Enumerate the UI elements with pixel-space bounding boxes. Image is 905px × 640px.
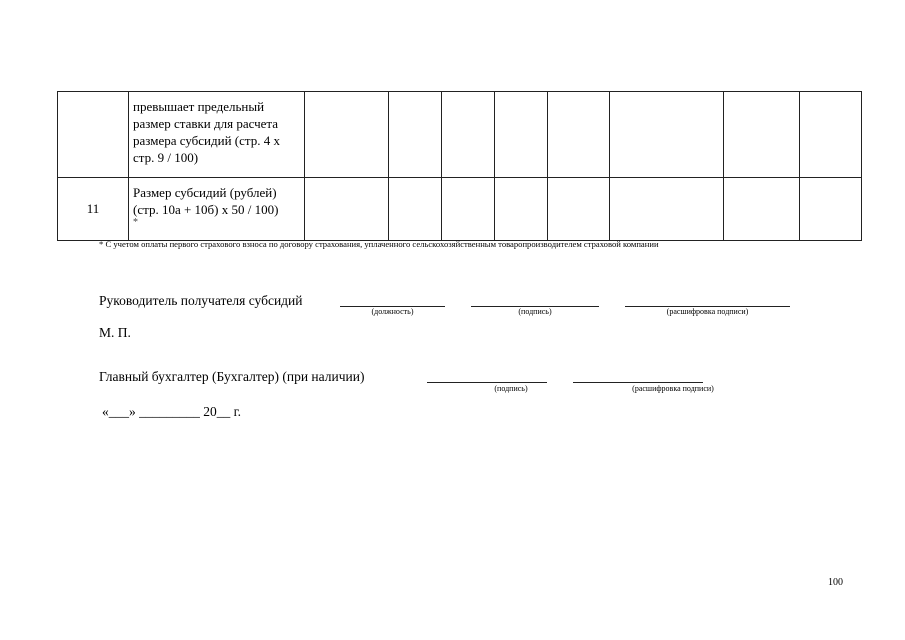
accountant-signature-caption: (подпись) (494, 384, 528, 393)
row-number-cell: 11 (58, 178, 129, 241)
accountant-name-line[interactable] (573, 382, 703, 383)
accountant-signature-label: Главный бухгалтер (Бухгалтер) (при наличии) (99, 369, 365, 384)
page-number: 100 (828, 577, 843, 588)
footnote-marker: * (133, 217, 138, 228)
row-description: превышает предельный размер ставки для расчета размера субсидий (стр. 4 х стр. 9 / 100) (133, 99, 280, 165)
table-row (58, 178, 862, 241)
table-footnote: * С учетом оплаты первого страхового взноса по договору страхования, уплаченного сельскохозяйственным товаропроизводителем страховой компании (99, 239, 659, 249)
head-position-caption: (должность) (371, 307, 414, 316)
value-cell (305, 178, 389, 241)
value-cell (724, 92, 800, 178)
value-cell (389, 92, 442, 178)
date-line[interactable]: «___» _________ 20__ г. (102, 404, 242, 419)
value-cell (495, 92, 548, 178)
value-cell (724, 178, 800, 241)
value-cell (610, 92, 724, 178)
row-description-cell (129, 92, 305, 178)
value-cell (610, 178, 724, 241)
value-cell (548, 178, 610, 241)
value-cell (442, 178, 495, 241)
subsidy-calculation-table (57, 91, 861, 231)
calculation-table (57, 91, 862, 241)
row-description: Размер субсидий (рублей) (стр. 10а + 10б) х 50 / 100) (133, 185, 279, 217)
row-number-cell (58, 92, 129, 178)
head-signature-label: Руководитель получателя субсидий (99, 293, 303, 308)
accountant-signature-line[interactable] (427, 382, 547, 383)
value-cell (800, 92, 862, 178)
value-cell (800, 178, 862, 241)
row-description-cell (129, 178, 305, 241)
stamp-label: М. П. (99, 325, 131, 340)
value-cell (495, 178, 548, 241)
value-cell (548, 92, 610, 178)
head-name-caption: (расшифровка подписи) (666, 307, 749, 316)
value-cell (389, 178, 442, 241)
table-row (58, 92, 862, 178)
head-signature-caption: (подпись) (518, 307, 552, 316)
accountant-name-caption: (расшифровка подписи) (632, 384, 714, 393)
value-cell (442, 92, 495, 178)
value-cell (305, 92, 389, 178)
